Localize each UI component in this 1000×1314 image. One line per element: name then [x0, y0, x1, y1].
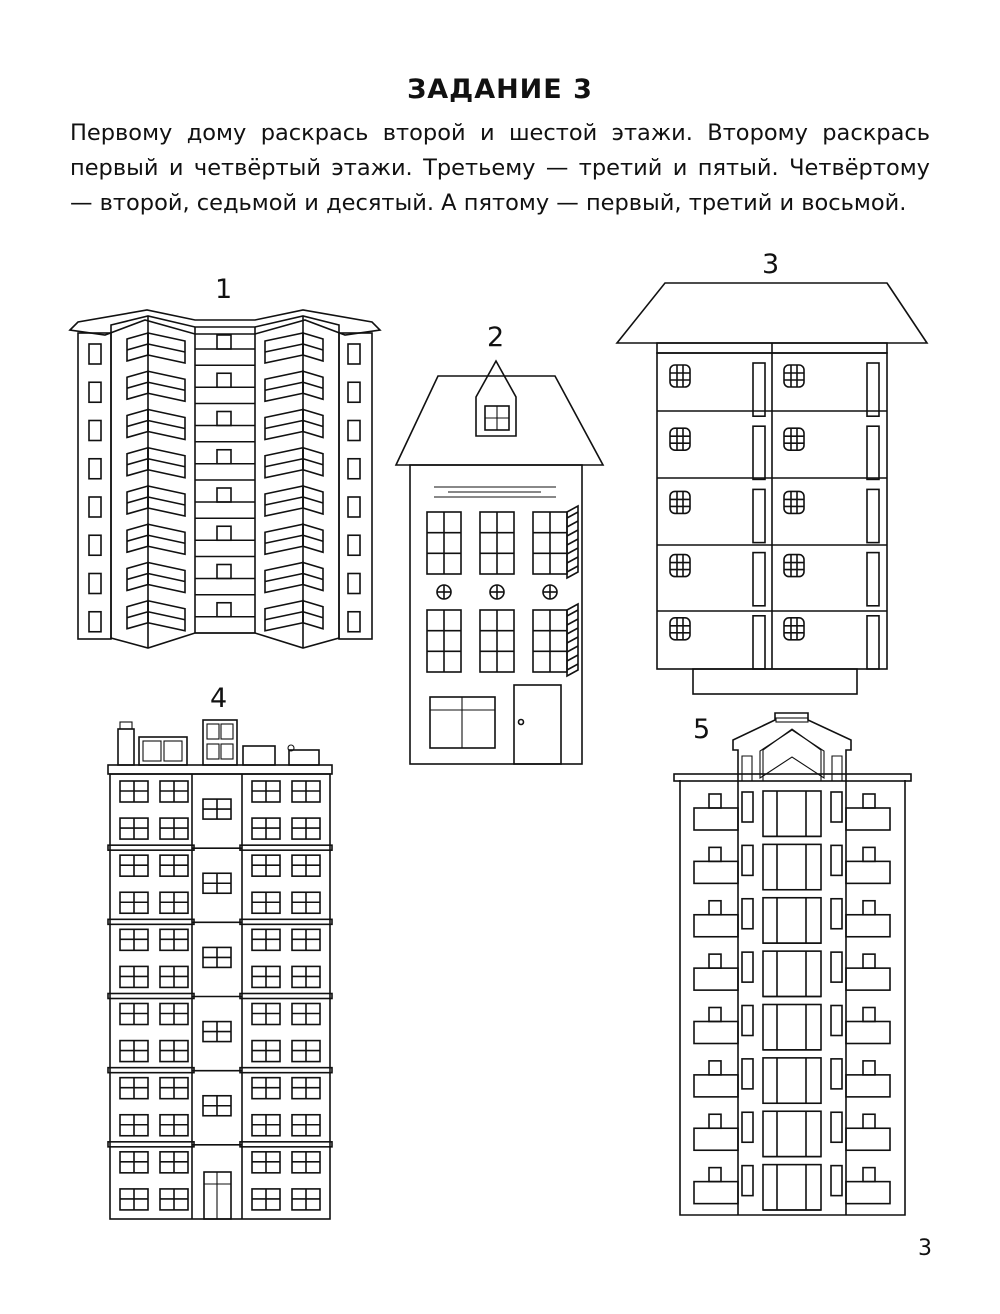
- page-title: ЗАДАНИЕ 3: [407, 74, 593, 105]
- task-instructions: Первому дому раскрась второй и шестой этажи. Второму раскрась первый и четвёртый этажи. Третьему — третий и пятый. Четвёртому — второй, седьмой и десятый. А пятому — первый, третий и восьмой.: [70, 120, 930, 216]
- house-5-number: 5: [693, 714, 711, 745]
- house-3-number: 3: [762, 249, 780, 280]
- page-number: 3: [918, 1236, 932, 1261]
- house-2-number: 2: [487, 322, 505, 353]
- house-1-number: 1: [215, 274, 233, 305]
- house-4-number: 4: [210, 683, 228, 714]
